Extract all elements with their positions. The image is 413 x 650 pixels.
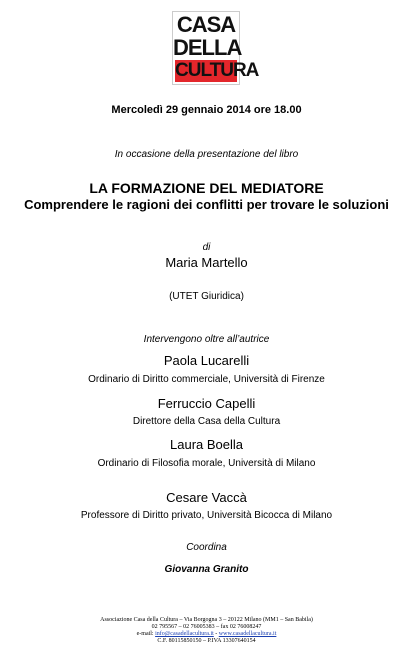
speaker-name: Laura Boella: [170, 437, 243, 452]
by-label: di: [202, 242, 211, 253]
website-link[interactable]: www.casadellacultura.it: [218, 631, 277, 637]
book-title: LA FORMAZIONE DEL MEDIATORE: [89, 180, 324, 196]
occasion-text: In occasione della presentazione del libro: [114, 149, 299, 160]
coordinator-name: Giovanna Granito: [164, 564, 249, 575]
speaker-role: Professore di Diritto privato, Università Bicocca di Milano: [80, 510, 333, 521]
event-date: Mercoledì 29 gennaio 2014 ore 18.00: [111, 104, 302, 116]
footer-tax-info: C.F. 80115850150 – P.IVA 13307640154: [157, 638, 256, 644]
casa-della-cultura-logo: [172, 11, 259, 85]
email-label: e-mail:: [136, 631, 154, 637]
book-author: Maria Martello: [165, 255, 248, 270]
footer-address: Associazione Casa della Cultura – Via Borgogna 3 – 20122 Milano (MM1 – San Babila): [100, 617, 313, 623]
book-publisher: (UTET Giuridica): [169, 291, 244, 302]
speaker-name: Ferruccio Capelli: [157, 396, 256, 411]
speaker-role: Ordinario di Diritto commerciale, Università di Firenze: [88, 374, 325, 385]
speakers-intro: Intervengono oltre all’autrice: [143, 334, 270, 345]
speaker-role: Ordinario di Filosofia morale, Università di Milano: [97, 458, 316, 469]
footer-phones: 02 795567 – 02 76005383 – fax 02 76008247: [151, 624, 262, 630]
coordinator-label: Coordina: [186, 542, 227, 553]
footer-separator: -: [213, 631, 219, 637]
logo-text-cultura: CULTURA: [175, 60, 259, 81]
speaker-role: Direttore della Casa della Cultura: [132, 416, 281, 427]
speaker-name: Paola Lucarelli: [163, 353, 250, 368]
book-subtitle: Comprendere le ragioni dei conflitti per trovare le soluzioni: [24, 197, 389, 212]
email-link[interactable]: info@casadellacultura.it: [155, 631, 214, 637]
logo-text-casa: CASA: [176, 12, 236, 37]
footer-contacts: [0, 631, 413, 638]
speaker-name: Cesare Vaccà: [166, 490, 247, 505]
logo-text-della: DELLA: [173, 35, 242, 60]
